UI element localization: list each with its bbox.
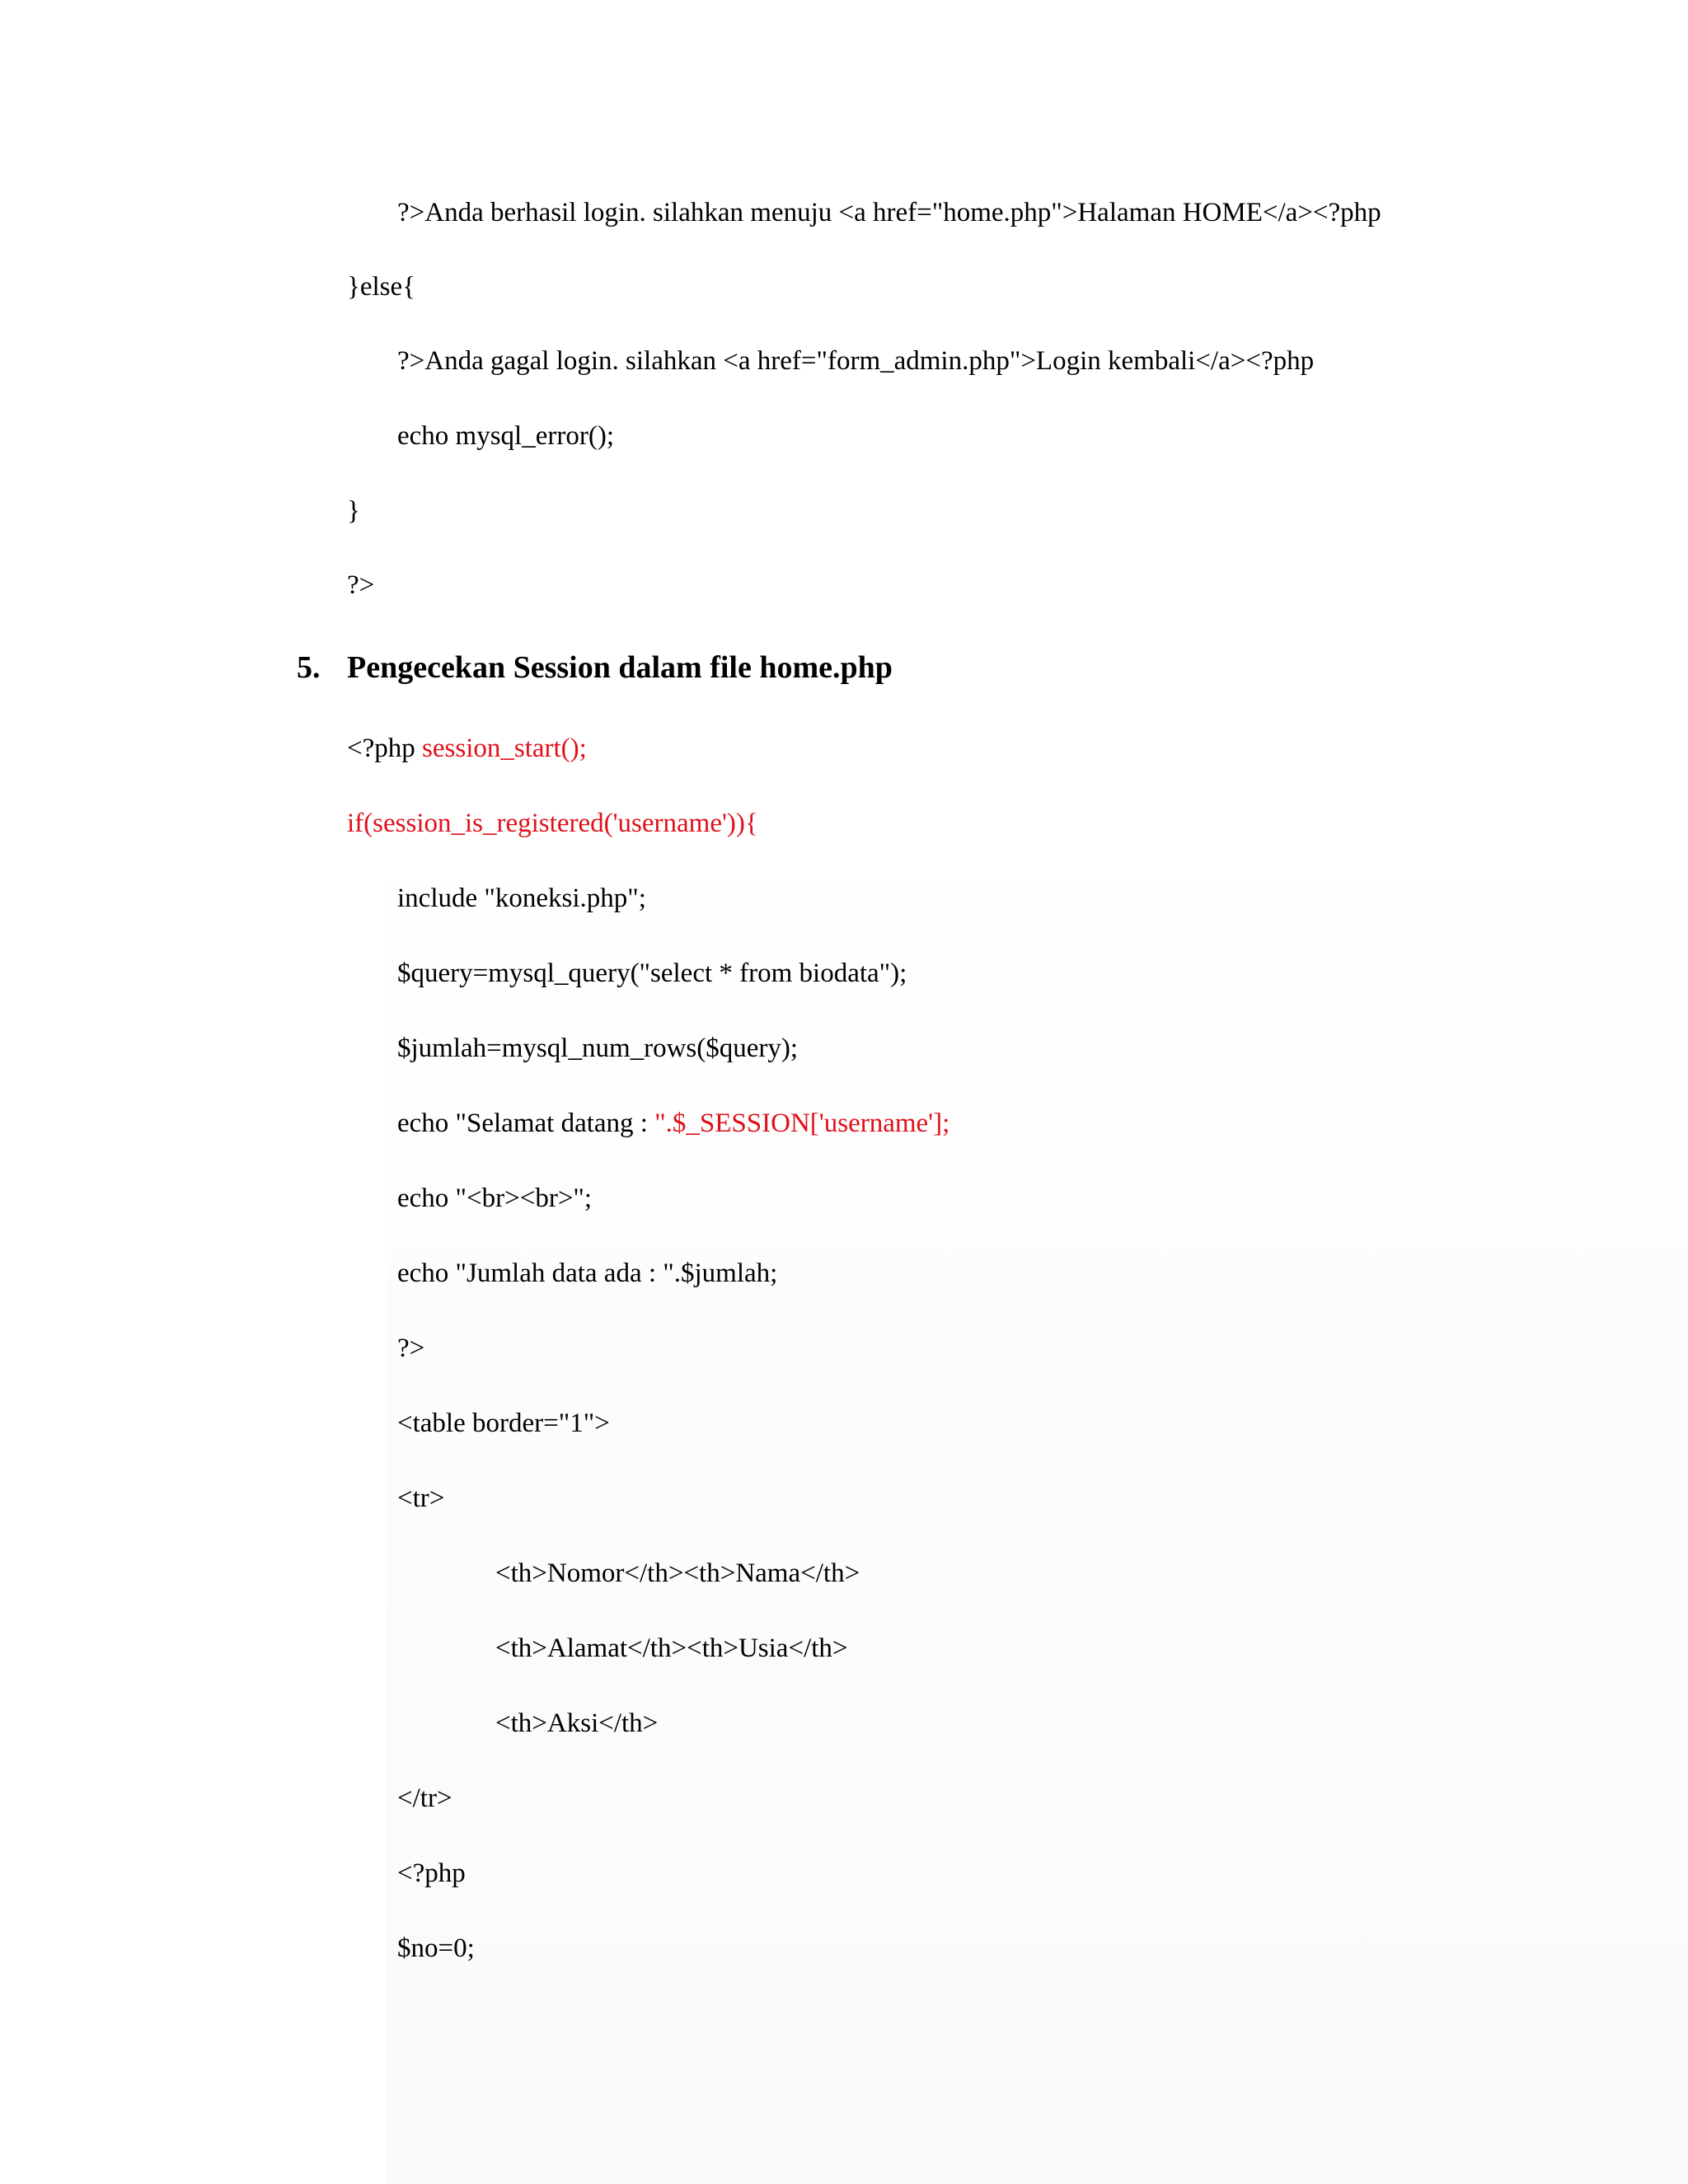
code-token-highlight: ".$_SESSION['username']; [654, 1108, 950, 1138]
code-line: echo mysql_error(); [397, 421, 614, 451]
code-line: <?php [397, 1858, 466, 1888]
code-line [347, 732, 587, 765]
code-line: <th>Nomor</th><th>Nama</th> [495, 1558, 860, 1588]
code-token-highlight: session_start(); [422, 733, 587, 763]
code-line: $jumlah=mysql_num_rows($query); [397, 1033, 799, 1063]
code-line-highlight: if(session_is_registered('username')){ [347, 808, 758, 838]
code-line: $query=mysql_query("select * from biodata"); [397, 958, 907, 988]
code-token: echo "Selamat datang : [397, 1108, 655, 1138]
code-line: echo "Jumlah data ada : ".$jumlah; [397, 1258, 778, 1288]
code-line: <th>Alamat</th><th>Usia</th> [495, 1633, 848, 1663]
code-line: echo "<br><br>"; [397, 1183, 593, 1213]
code-line: ?> [397, 1333, 425, 1363]
section-title: Pengecekan Session dalam file home.php [347, 650, 893, 685]
code-line: <table border="1"> [397, 1408, 610, 1438]
code-line: $no=0; [397, 1933, 475, 1963]
code-background [386, 824, 1688, 2184]
section-heading [297, 649, 893, 687]
code-line: } [347, 496, 360, 526]
code-line [397, 1107, 950, 1140]
code-line: include "koneksi.php"; [397, 883, 646, 913]
code-line: }else{ [347, 272, 415, 302]
code-line: ?>Anda berhasil login. silahkan menuju <a href="home.php">Halaman HOME</a><?php [397, 198, 1381, 227]
code-line: </tr> [397, 1783, 452, 1813]
code-line: <tr> [397, 1483, 445, 1513]
section-number: 5. [297, 650, 321, 685]
code-line: ?>Anda gagal login. silahkan <a href="form_admin.php">Login kembali</a><?php [397, 346, 1315, 376]
code-line: ?> [347, 570, 375, 600]
code-token: <?php [347, 733, 423, 763]
code-line: <th>Aksi</th> [495, 1708, 659, 1738]
